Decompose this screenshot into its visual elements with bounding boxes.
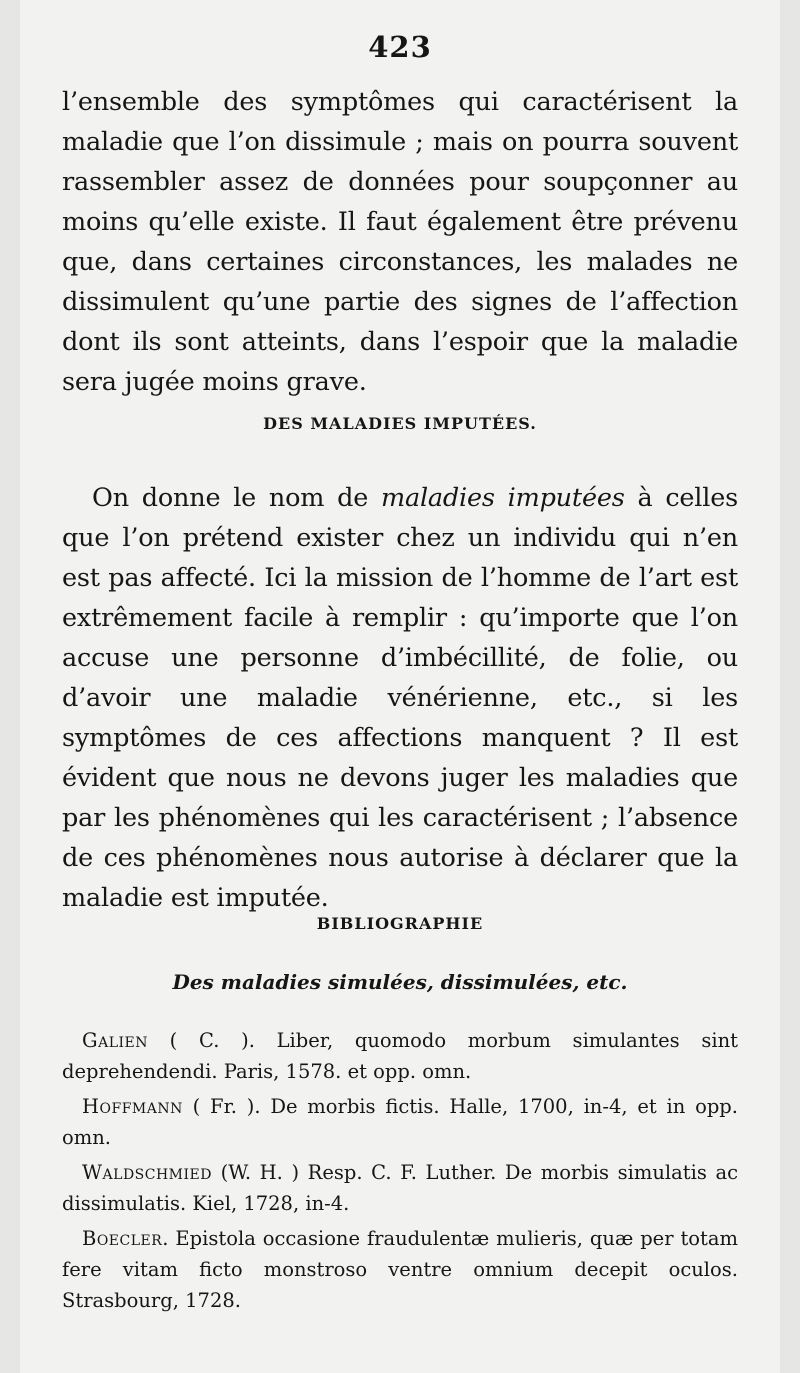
bibliography-author: Hoffmann — [82, 1095, 183, 1118]
bibliography-text: ( C. ). Liber, quomodo morbum simulantes sint deprehendendi. Paris, 1578. et opp. omn. — [62, 1029, 738, 1083]
bibliography-author: Waldschmied — [82, 1161, 212, 1184]
bibliography-entry — [62, 1025, 738, 1087]
paragraph-continuation: l’ensemble des symptômes qui caractérisent la maladie que l’on dissimule ; mais on pourra souvent rassembler assez de données pour soupçonner au moins qu’elle existe. Il faut également être prévenu que, dans certaines circonstances, les malades ne dissimulent qu’une partie des signes de l’affection dont ils sont atteints, dans l’espoir que la maladie sera jugée moins grave. — [62, 87, 738, 397]
book-page — [20, 0, 780, 1373]
paragraph-imputed-diseases — [62, 478, 738, 918]
bibliography-entry — [62, 1157, 738, 1219]
section-heading: DES MALADIES IMPUTÉES. — [263, 414, 537, 433]
bibliography-entry — [62, 1223, 738, 1316]
bibliography-subheading: Des maladies simulées, dissimulées, etc. — [172, 970, 628, 994]
bibliography-text: . Epistola occasione fraudulentæ mulieris, quæ per totam fere vitam ficto monstroso ventre omnium decepit oculos. Strasbourg, 1728. — [62, 1227, 738, 1312]
paragraph-text-end: à celles que l’on prétend exister chez un individu qui n’en est pas affecté. Ici la mission de l’homme de l’art est extrêmement facile à remplir : qu’importe que l’on accuse une personne d’imbécillité, de folie, ou d’avoir une maladie vénérienne, etc., si les symptômes de ces affections manquent ? Il est évident que nous ne devons juger les maladies que par les phénomènes qui les caractérisent ; l’absence de ces phénomènes nous autorise à déclarer que la maladie est imputée. — [62, 483, 738, 913]
emphasized-term: maladies imputées — [380, 483, 625, 513]
bibliography-list — [62, 1025, 738, 1320]
bibliography-text: ( Fr. ). De morbis fictis. Halle, 1700, in-4, et in opp. omn. — [62, 1095, 738, 1149]
bibliography-author: Boecler — [82, 1227, 163, 1250]
bibliography-entry — [62, 1091, 738, 1153]
bibliography-heading: BIBLIOGRAPHIE — [316, 914, 484, 933]
bibliography-text: (W. H. ) Resp. C. F. Luther. De morbis simulatis ac dissimulatis. Kiel, 1728, in-4. — [62, 1161, 738, 1215]
bibliography-author: Galien — [82, 1029, 148, 1052]
paragraph-text-start: On donne le nom de — [92, 483, 381, 513]
page-number: 423 — [368, 30, 432, 64]
